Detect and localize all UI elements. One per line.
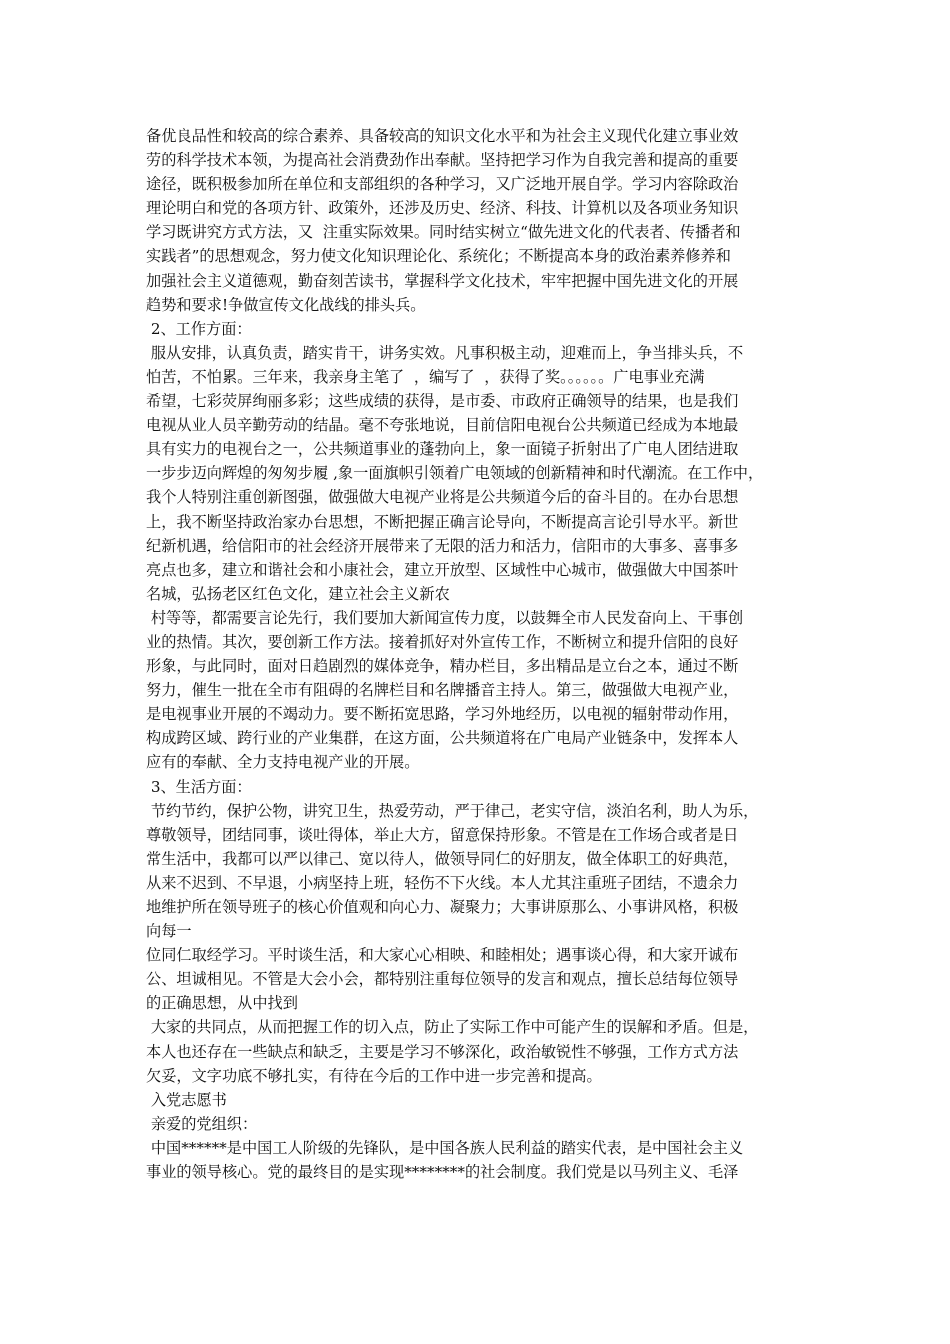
text-line: 向每一 <box>146 922 192 941</box>
text-line: 从来不迟到、不早退，小病坚持上班，轻伤不下火线。本人尤其注重班子团结，不遗余力 <box>146 873 739 892</box>
text-line: 学习既讲究方式方法，又 注重实际效果。同时结实树立“做先进文化的代表者、传播者和 <box>146 223 741 242</box>
text-line: 常生活中，我都可以严以律己、宽以待人，做领导同仁的好朋友，做全体职工的好典范， <box>146 849 739 868</box>
text-line: 名城，弘扬老区红色文化，建立社会主义新农 <box>146 584 450 603</box>
text-line: 村等等，都需要言论先行，我们要加大新闻宣传力度，以鼓舞全市人民发奋向上、干事创 <box>146 608 744 627</box>
text-line: 怕苦，不怕累。三年来，我亲身主笔了 ，编写了 ，获得了奖。。。。。。广电事业充满 <box>146 367 705 386</box>
text-line: 亮点也多，建立和谐社会和小康社会，建立开放型、区域性中心城市，做强做大中国茶叶 <box>146 560 739 579</box>
text-line: 业的热情。其次，要创新工作方法。接着抓好对外宣传工作，不断树立和提升信阳的良好 <box>146 632 739 651</box>
text-line: 一步步迈向辉煌的匆匆步履 ,象一面旗帜引领着广电领域的创新精神和时代潮流。在工作中， <box>146 464 764 483</box>
text-line: 节约节约，保护公物，讲究卫生，热爱劳动，严于律己，老实守信，淡泊名利，助人为乐， <box>146 801 759 820</box>
text-line: 的正确思想，从中找到 <box>146 994 298 1013</box>
text-line: 纪新机遇，给信阳市的社会经济开展带来了无限的活力和活力，信阳市的大事多、喜事多 <box>146 536 739 555</box>
text-line: 位同仁取经学习。平时谈生活，和大家心心相映、和睦相处；遇事谈心得，和大家开诚布 <box>146 946 739 965</box>
text-line: 备优良品性和较高的综合素养、具备较高的知识文化水平和为社会主义现代化建立事业效 <box>146 127 739 145</box>
text-line: 途径，既积极参加所在单位和支部组织的各种学习，又广泛地开展自学。学习内容除政治 <box>146 175 739 194</box>
text-line: 本人也还存在一些缺点和缺乏，主要是学习不够深化，政治敏锐性不够强，工作方式方法 <box>146 1042 739 1061</box>
text-line: 我个人特别注重创新图强，做强做大电视产业将是公共频道今后的奋斗目的。在办台思想 <box>146 488 739 507</box>
text-line: 上，我不断坚持政治家办台思想，不断把握正确言论导向，不断提高言论引导水平。新世 <box>146 512 739 531</box>
text-line: 地维护所在领导班子的核心价值观和向心力、凝聚力；大事讲原那么、小事讲风格，积极 <box>146 898 739 916</box>
text-line: 电视从业人员辛勤劳动的结晶。毫不夸张地说，目前信阳电视台公共频道已经成为本地最 <box>146 416 739 435</box>
text-line: 尊敬领导，团结同事，谈吐得体，举止大方，留意保持形象。不管是在工作场合或者是日 <box>146 825 739 844</box>
text-line: 具有实力的电视台之一，公共频道事业的蓬勃向上，象一面镜子折射出了广电人团结进取 <box>146 440 739 459</box>
text-line: 构成跨区域、跨行业的产业集群，在这方面，公共频道将在广电局产业链条中，发挥本人 <box>146 729 739 748</box>
document-title: 入党志愿书 <box>146 1090 227 1109</box>
text-line: 形象，与此同时，面对日趋剧烈的媒体竞争，精办栏目，多出精品是立台之本，通过不断 <box>146 657 739 676</box>
text-line: 理论明白和党的各项方针、政策外，还涉及历史、经济、科技、计算机以及各项业务知识 <box>146 199 739 218</box>
text-line: 希望，七彩荧屏绚丽多彩；这些成绩的获得，是市委、市政府正确领导的结果，也是我们 <box>146 392 739 411</box>
text-line: 服从安排，认真负责，踏实肯干，讲务实效。凡事积极主动，迎难而上，争当排头兵，不 <box>146 343 744 362</box>
text-line: 实践者”的思想观念，努力使文化知识理论化、系统化；不断提高本身的政治素养修养和 <box>146 247 731 266</box>
text-line: 事业的领导核心。党的最终目的是实现********的社会制度。我们党是以马列主义、毛泽 <box>146 1163 739 1182</box>
text-line: 努力，催生一批在全市有阻碍的名牌栏目和名牌播音主持人。第三，做强做大电视产业， <box>146 681 739 700</box>
salutation: 亲爱的党组织： <box>146 1114 258 1133</box>
text-line: 加强社会主义道德观，勤奋刻苦读书，掌握科学文化技术，牢牢把握中国先进文化的开展 <box>146 271 739 290</box>
text-line: 公、坦诚相见。不管是大会小会，都特别注重每位领导的发言和观点，擅长总结每位领导 <box>146 970 739 989</box>
text-line: 是电视事业开展的不竭动力。要不断拓宽思路，学习外地经历，以电视的辐射带动作用， <box>146 705 739 724</box>
section-heading: 3、生活方面： <box>146 777 252 796</box>
text-line: 趋势和要求!争做宣传文化战线的排头兵。 <box>146 295 426 314</box>
text-line: 劳的科学技术本领，为提高社会消费劲作出奉献。坚持把学习作为自我完善和提高的重要 <box>146 151 739 170</box>
section-heading: 2、工作方面： <box>146 319 252 338</box>
text-line: 欠妥，文字功底不够扎实，有待在今后的工作中进一步完善和提高。 <box>146 1066 602 1085</box>
text-line: 大家的共同点，从而把握工作的切入点，防止了实际工作中可能产生的误解和矛盾。但是， <box>146 1018 759 1037</box>
text-line: 应有的奉献、全力支持电视产业的开展。 <box>146 753 420 772</box>
text-line: 中国******是中国工人阶级的先锋队，是中国各族人民利益的踏实代表，是中国社会主义 <box>146 1138 744 1157</box>
document-body <box>146 124 826 1184</box>
